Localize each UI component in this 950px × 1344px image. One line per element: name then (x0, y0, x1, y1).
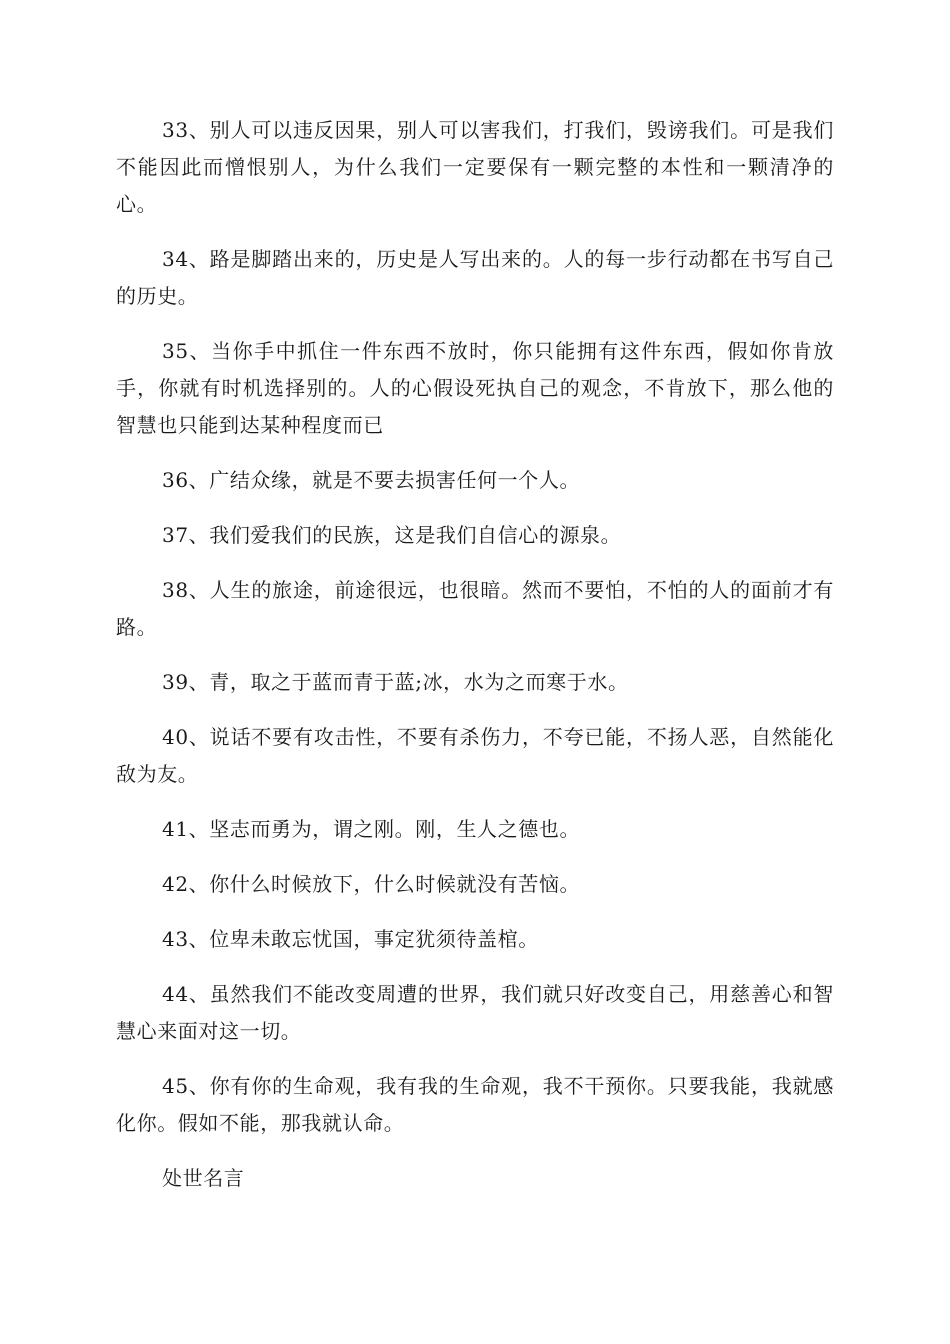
quote-paragraph-36: 36、广结众缘，就是不要去损害任何一个人。 (162, 468, 581, 492)
quote-paragraph-33: 33、别人可以违反因果，别人可以害我们，打我们，毁谤我们。可是我们不能因此而憎恨别人，为什么我们一定要保有一颗完整的本性和一颗清净的心。 (116, 118, 834, 216)
quote-paragraph-38: 38、人生的旅途，前途很远，也很暗。然而不要怕，不怕的人的面前才有路。 (116, 578, 834, 639)
quote-paragraph-34: 34、路是脚踏出来的，历史是人写出来的。人的每一步行动都在书写自己的历史。 (116, 247, 834, 308)
quote-paragraph-43: 43、位卑未敢忘忧国，事定犹须待盖棺。 (162, 927, 539, 951)
quote-paragraph-40: 40、说话不要有攻击性，不要有杀伤力，不夸已能，不扬人恶，自然能化敌为友。 (116, 725, 834, 786)
quote-paragraph-39: 39、青，取之于蓝而青于蓝;冰，水为之而寒于水。 (162, 670, 629, 694)
quote-paragraph-45: 45、你有你的生命观，我有我的生命观，我不干预你。只要我能，我就感化你。假如不能，那我就认命。 (116, 1074, 834, 1135)
quote-paragraph-37: 37、我们爱我们的民族，这是我们自信心的源泉。 (162, 523, 622, 547)
quote-paragraph-35: 35、当你手中抓住一件东西不放时，你只能拥有这件东西，假如你肯放手，你就有时机选择别的。人的心假设死执自己的观念，不肯放下，那么他的智慧也只能到达某种程度而已 (116, 339, 834, 437)
quote-paragraph-44: 44、虽然我们不能改变周遭的世界，我们就只好改变自己，用慈善心和智慧心来面对这一切。 (116, 982, 834, 1043)
quote-paragraph-42: 42、你什么时候放下，什么时候就没有苦恼。 (162, 872, 581, 896)
document-body (116, 112, 834, 1215)
section-heading: 处世名言 (162, 1166, 245, 1190)
quote-paragraph-41: 41、坚志而勇为，谓之刚。刚，生人之德也。 (162, 817, 581, 841)
